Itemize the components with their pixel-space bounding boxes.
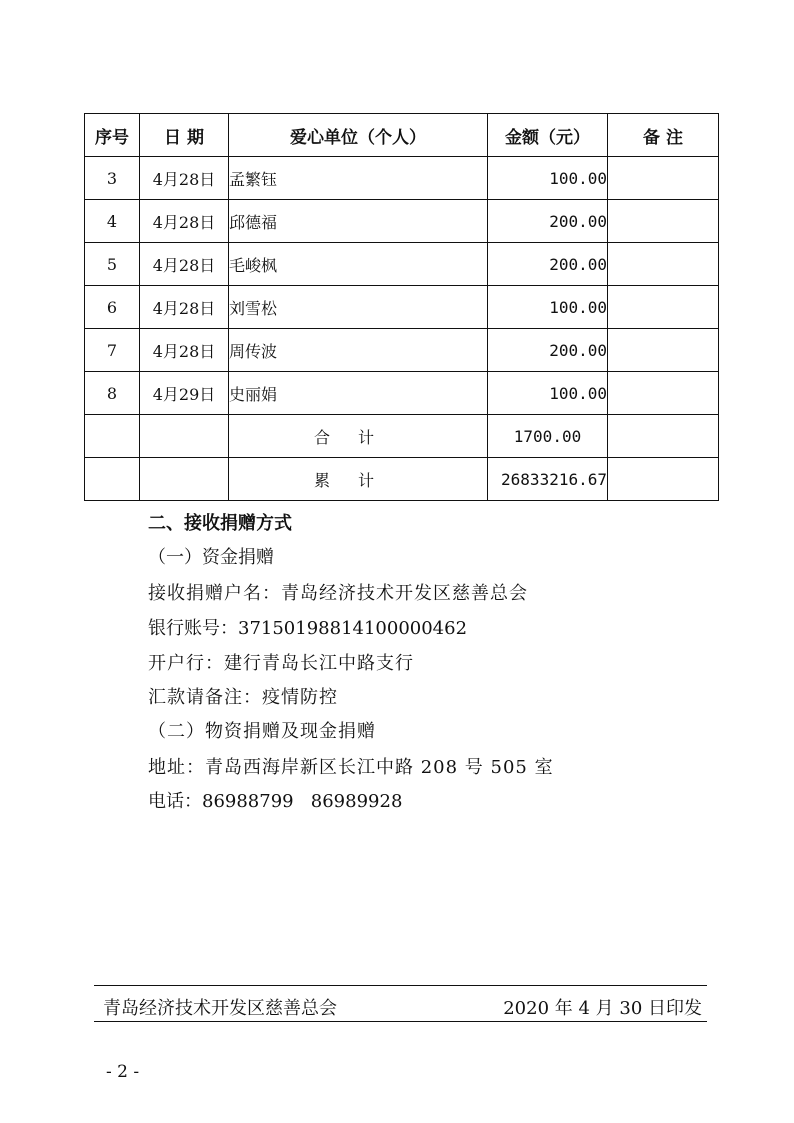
subtotal-seq-empty [85,415,140,458]
cell-donor: 毛峻枫 [229,243,488,286]
header-seq: 序号 [85,114,140,157]
cell-donor: 孟繁钰 [229,157,488,200]
cell-seq: 5 [85,243,140,286]
section-title: 二、接收捐赠方式 [148,513,292,534]
subsection-goods: （二）物资捐赠及现金捐赠 [148,721,376,742]
cell-donor: 史丽娟 [229,372,488,415]
subtotal-remark-empty [608,415,719,458]
table-row [85,200,719,243]
header-remark: 备 注 [608,114,719,157]
subsection-funds: （一）资金捐赠 [148,547,274,568]
cell-date: 4月28日 [140,200,229,243]
cell-remark [608,157,719,200]
page-number: - 2 - [106,1062,140,1082]
cell-amount: 100.00 [488,157,608,200]
address: 地址：青岛西海岸新区长江中路 208 号 505 室 [148,757,554,778]
subtotal-row [85,415,719,458]
header-amount: 金额（元） [488,114,608,157]
table-row [85,286,719,329]
bank-branch: 开户行：建行青岛长江中路支行 [148,653,414,674]
table-row [85,243,719,286]
cell-amount: 200.00 [488,243,608,286]
subtotal-label: 合计 [229,415,488,458]
remittance-note: 汇款请备注：疫情防控 [148,687,338,708]
cell-remark [608,286,719,329]
account-name: 接收捐赠户名：青岛经济技术开发区慈善总会 [148,583,528,604]
cell-seq: 8 [85,372,140,415]
donation-table [84,113,719,501]
cumulative-label: 累计 [229,458,488,501]
table-header-row [85,114,719,157]
cell-seq: 7 [85,329,140,372]
footer-top-rule [94,985,707,986]
cell-amount: 200.00 [488,200,608,243]
cell-remark [608,200,719,243]
cell-date: 4月28日 [140,243,229,286]
cell-remark [608,243,719,286]
cell-donor: 周传波 [229,329,488,372]
cell-date: 4月28日 [140,157,229,200]
footer-org: 青岛经济技术开发区慈善总会 [103,998,337,1019]
header-donor: 爱心单位（个人） [229,114,488,157]
cumulative-remark-empty [608,458,719,501]
subtotal-amount: 1700.00 [488,415,608,458]
table-row [85,157,719,200]
cell-donor: 邱德福 [229,200,488,243]
cell-remark [608,329,719,372]
cell-seq: 6 [85,286,140,329]
cumulative-seq-empty [85,458,140,501]
table-row [85,372,719,415]
phone: 电话：86988799 86989928 [148,791,403,812]
cell-seq: 3 [85,157,140,200]
cell-donor: 刘雪松 [229,286,488,329]
account-number: 银行账号：37150198814100000462 [148,618,468,639]
subtotal-date-empty [140,415,229,458]
cell-seq: 4 [85,200,140,243]
cell-remark [608,372,719,415]
cumulative-row [85,458,719,501]
cell-date: 4月28日 [140,329,229,372]
footer-bottom-rule [94,1021,707,1022]
cell-amount: 200.00 [488,329,608,372]
cumulative-amount: 26833216.67 [488,458,608,501]
cell-amount: 100.00 [488,286,608,329]
cell-date: 4月28日 [140,286,229,329]
cumulative-date-empty [140,458,229,501]
cell-amount: 100.00 [488,372,608,415]
cell-date: 4月29日 [140,372,229,415]
footer-date: 2020 年 4 月 30 日印发 [503,998,702,1019]
header-date: 日 期 [140,114,229,157]
table-row [85,329,719,372]
